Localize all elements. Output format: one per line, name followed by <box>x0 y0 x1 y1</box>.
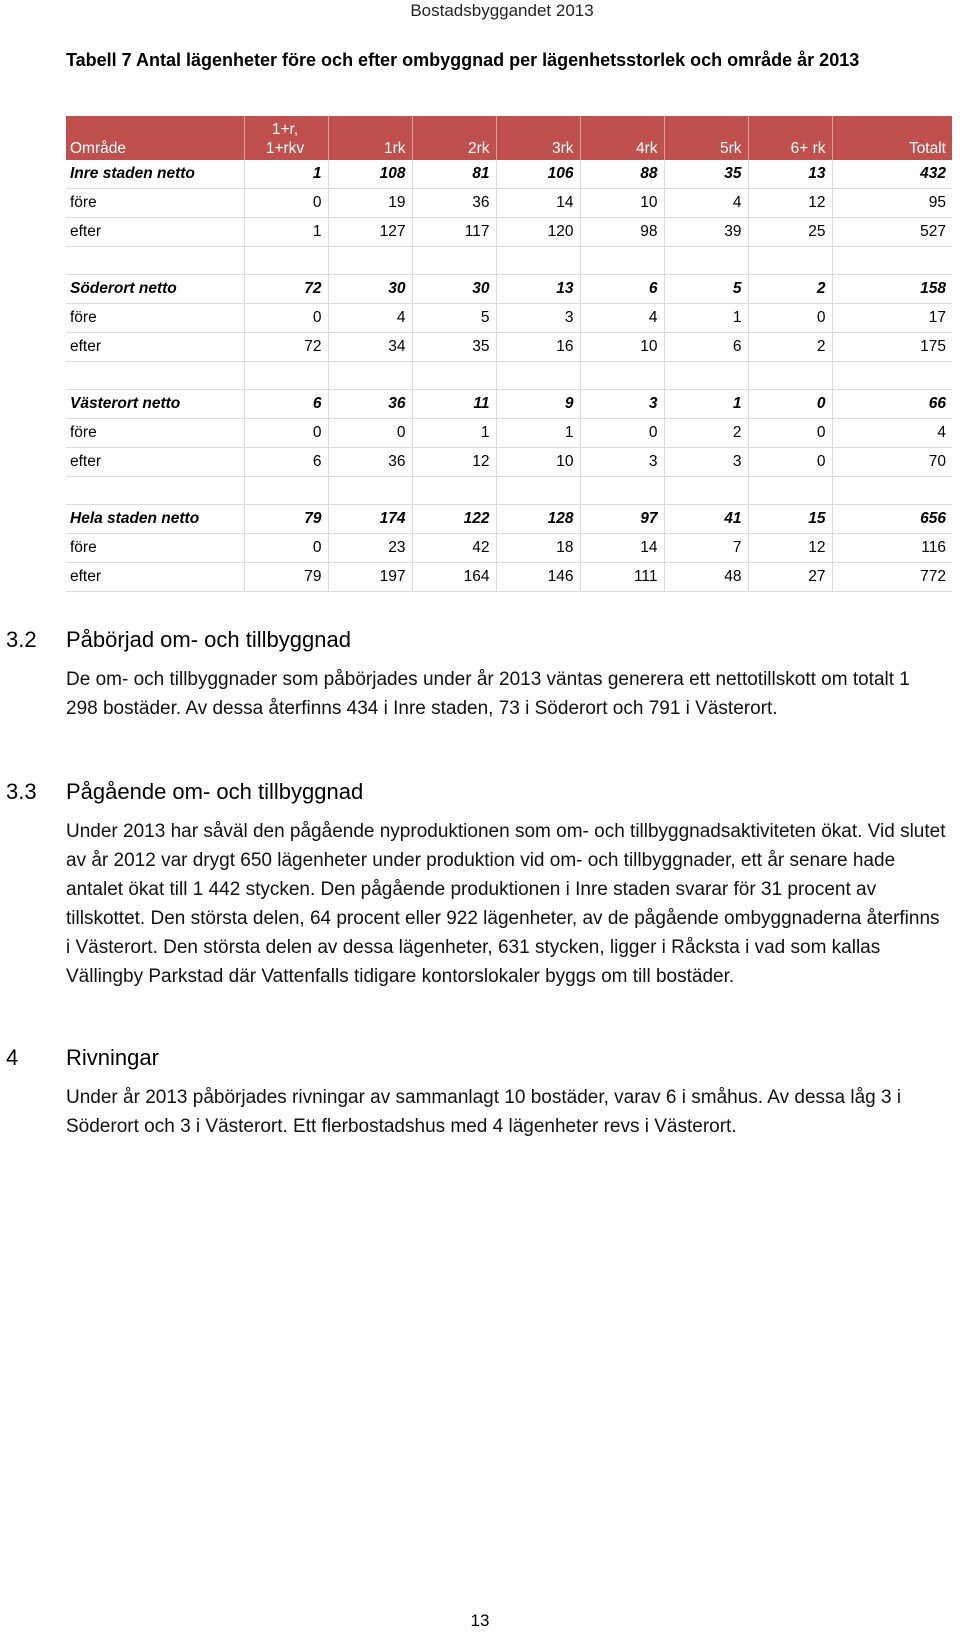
table-cell: 2 <box>748 275 832 304</box>
table-cell: 88 <box>580 160 664 189</box>
table-cell: 0 <box>244 304 328 333</box>
column-header: Totalt <box>832 116 952 160</box>
table-cell: 197 <box>328 563 412 592</box>
table-cell: 23 <box>328 534 412 563</box>
table-cell: 0 <box>244 189 328 218</box>
column-header: 4rk <box>580 116 664 160</box>
table-cell: 14 <box>580 534 664 563</box>
table-cell: 1 <box>244 160 328 189</box>
table-cell: 30 <box>328 275 412 304</box>
row-label: efter <box>66 563 244 592</box>
table-cell: 108 <box>328 160 412 189</box>
table-cell: 106 <box>496 160 580 189</box>
table-cell: 98 <box>580 218 664 247</box>
table-cell: 15 <box>748 505 832 534</box>
spacer-cell <box>832 362 952 390</box>
table-cell: 36 <box>412 189 496 218</box>
table-row <box>66 275 952 304</box>
spacer-row <box>66 477 952 505</box>
spacer-cell <box>748 362 832 390</box>
table-cell: 116 <box>832 534 952 563</box>
table-cell: 3 <box>580 448 664 477</box>
spacer-cell <box>412 247 496 275</box>
table-cell: 5 <box>412 304 496 333</box>
table-cell: 1 <box>412 419 496 448</box>
section-title: Pågående om- och tillbyggnad <box>66 779 364 804</box>
section-number: 3.2 <box>6 627 37 652</box>
table-row <box>66 419 952 448</box>
spacer-cell <box>664 247 748 275</box>
table-cell: 6 <box>664 333 748 362</box>
table-cell: 0 <box>244 534 328 563</box>
spacer-cell <box>328 247 412 275</box>
table-cell: 656 <box>832 505 952 534</box>
table-cell: 66 <box>832 390 952 419</box>
table-cell: 117 <box>412 218 496 247</box>
table-cell: 41 <box>664 505 748 534</box>
section-paragraph-3-2: De om- och tillbyggnader som påbörjades under år 2013 väntas generera ett nettotillskott om totalt 1 298 bostäder. Av dessa återfinns 434 i Inre staden, 73 i Söderort och 791 i Västerort. <box>66 669 910 719</box>
table-cell: 3 <box>580 390 664 419</box>
table-cell: 4 <box>832 419 952 448</box>
table-row <box>66 218 952 247</box>
row-label: Hela staden netto <box>66 505 244 534</box>
table-cell: 1 <box>664 390 748 419</box>
table-cell: 95 <box>832 189 952 218</box>
table-cell: 70 <box>832 448 952 477</box>
spacer-cell <box>496 362 580 390</box>
spacer-cell <box>66 247 244 275</box>
spacer-cell <box>496 247 580 275</box>
table-cell: 1 <box>496 419 580 448</box>
table-cell: 72 <box>244 333 328 362</box>
table-cell: 6 <box>244 390 328 419</box>
table-cell: 10 <box>580 333 664 362</box>
spacer-cell <box>66 362 244 390</box>
table-cell: 2 <box>664 419 748 448</box>
table-cell: 36 <box>328 448 412 477</box>
table-row <box>66 390 952 419</box>
table-cell: 2 <box>748 333 832 362</box>
row-label: Västerort netto <box>66 390 244 419</box>
table-row <box>66 160 952 189</box>
table-cell: 120 <box>496 218 580 247</box>
table-cell: 13 <box>748 160 832 189</box>
table-cell: 527 <box>832 218 952 247</box>
table-cell: 79 <box>244 563 328 592</box>
column-header: 2rk <box>412 116 496 160</box>
row-label: före <box>66 534 244 563</box>
table-cell: 17 <box>832 304 952 333</box>
spacer-cell <box>748 477 832 505</box>
table-cell: 7 <box>664 534 748 563</box>
spacer-cell <box>580 477 664 505</box>
column-header: 3rk <box>496 116 580 160</box>
page-number: 13 <box>470 1611 490 1630</box>
table-cell: 5 <box>664 275 748 304</box>
table-cell: 81 <box>412 160 496 189</box>
table-cell: 35 <box>664 160 748 189</box>
section-title: Rivningar <box>66 1045 159 1070</box>
spacer-cell <box>66 477 244 505</box>
table-cell: 174 <box>328 505 412 534</box>
table-cell: 127 <box>328 218 412 247</box>
table-row <box>66 563 952 592</box>
table-cell: 0 <box>580 419 664 448</box>
data-table <box>66 116 952 592</box>
table-cell: 42 <box>412 534 496 563</box>
table-cell: 9 <box>496 390 580 419</box>
row-label: Söderort netto <box>66 275 244 304</box>
table-row <box>66 189 952 218</box>
spacer-cell <box>748 247 832 275</box>
table-cell: 72 <box>244 275 328 304</box>
table-row <box>66 304 952 333</box>
row-label: efter <box>66 448 244 477</box>
table-cell: 16 <box>496 333 580 362</box>
table-cell: 4 <box>664 189 748 218</box>
table-cell: 48 <box>664 563 748 592</box>
table-cell: 122 <box>412 505 496 534</box>
table-row <box>66 448 952 477</box>
table-cell: 18 <box>496 534 580 563</box>
table-title: Tabell 7 Antal lägenheter före och efter ombyggnad per lägenhetsstorlek och område år 2013 <box>66 50 860 70</box>
table-cell: 12 <box>412 448 496 477</box>
column-header: 1+r, 1+rkv <box>244 116 328 160</box>
spacer-row <box>66 362 952 390</box>
table-cell: 772 <box>832 563 952 592</box>
table-cell: 14 <box>496 189 580 218</box>
table-cell: 6 <box>244 448 328 477</box>
table-cell: 39 <box>664 218 748 247</box>
table-cell: 0 <box>328 419 412 448</box>
table-cell: 432 <box>832 160 952 189</box>
row-label: efter <box>66 333 244 362</box>
table-cell: 0 <box>748 390 832 419</box>
table-cell: 12 <box>748 189 832 218</box>
spacer-cell <box>580 247 664 275</box>
row-label: före <box>66 189 244 218</box>
table-cell: 36 <box>328 390 412 419</box>
table-row <box>66 333 952 362</box>
table-cell: 35 <box>412 333 496 362</box>
section-paragraph-3-3: Under 2013 har såväl den pågående nyproduktionen som om- och tillbyggnadsaktiviteten ökat. Vid slutet av år 2012 var drygt 650 lägenheter under produktion vid om- och tillbyggnader, ett år senare hade antalet ökat till 1 442 stycken. Den pågående produktionen i Inre staden svarar för 31 procent av tillskottet. Den största delen, 64 procent eller 922 lägenheter, av de pågående ombyggnaderna återfinns i Västerort. Den största delen av dessa lägenheter, 631 stycken, ligger i Råcksta i vad som kallas Vällingby Parkstad där Vattenfalls tidigare kontorslokaler byggs om till bostäder. <box>66 821 946 987</box>
spacer-cell <box>244 247 328 275</box>
section-paragraph-4: Under år 2013 påbörjades rivningar av sammanlagt 10 bostäder, varav 6 i småhus. Av dessa låg 3 i Söderort och 3 i Västerort. Ett flerbostadshus med 4 lägenheter revs i Västerort. <box>66 1087 902 1137</box>
running-header: Bostadsbyggandet 2013 <box>410 1 594 20</box>
table-cell: 0 <box>748 448 832 477</box>
table-cell: 79 <box>244 505 328 534</box>
table-cell: 97 <box>580 505 664 534</box>
spacer-cell <box>580 362 664 390</box>
spacer-cell <box>244 477 328 505</box>
table-cell: 0 <box>244 419 328 448</box>
column-header: 6+ rk <box>748 116 832 160</box>
table-row <box>66 534 952 563</box>
table-cell: 0 <box>748 419 832 448</box>
spacer-cell <box>328 477 412 505</box>
section-number: 4 <box>6 1045 19 1070</box>
table-cell: 25 <box>748 218 832 247</box>
table-cell: 6 <box>580 275 664 304</box>
table-row <box>66 505 952 534</box>
table-cell: 13 <box>496 275 580 304</box>
table-cell: 0 <box>748 304 832 333</box>
table-cell: 30 <box>412 275 496 304</box>
spacer-cell <box>412 362 496 390</box>
table-cell: 128 <box>496 505 580 534</box>
row-label: före <box>66 419 244 448</box>
section-title: Påbörjad om- och tillbyggnad <box>66 627 351 652</box>
table-cell: 10 <box>496 448 580 477</box>
table-cell: 158 <box>832 275 952 304</box>
table-cell: 10 <box>580 189 664 218</box>
spacer-cell <box>328 362 412 390</box>
table-cell: 3 <box>496 304 580 333</box>
table-body <box>66 160 952 592</box>
spacer-cell <box>664 362 748 390</box>
table-cell: 175 <box>832 333 952 362</box>
spacer-cell <box>832 477 952 505</box>
column-header: 5rk <box>664 116 748 160</box>
table-cell: 1 <box>664 304 748 333</box>
table-cell: 164 <box>412 563 496 592</box>
table-cell: 4 <box>328 304 412 333</box>
spacer-cell <box>412 477 496 505</box>
spacer-row <box>66 247 952 275</box>
spacer-cell <box>664 477 748 505</box>
row-label: efter <box>66 218 244 247</box>
table-cell: 19 <box>328 189 412 218</box>
table-cell: 4 <box>580 304 664 333</box>
table-cell: 27 <box>748 563 832 592</box>
spacer-cell <box>496 477 580 505</box>
table-cell: 3 <box>664 448 748 477</box>
spacer-cell <box>244 362 328 390</box>
row-label: före <box>66 304 244 333</box>
column-header: Område <box>66 116 244 160</box>
table-cell: 1 <box>244 218 328 247</box>
table-cell: 11 <box>412 390 496 419</box>
column-header: 1rk <box>328 116 412 160</box>
table-cell: 146 <box>496 563 580 592</box>
table-cell: 34 <box>328 333 412 362</box>
table-header-row <box>66 116 952 160</box>
row-label: Inre staden netto <box>66 160 244 189</box>
table-cell: 111 <box>580 563 664 592</box>
section-number: 3.3 <box>6 779 37 804</box>
spacer-cell <box>832 247 952 275</box>
table-cell: 12 <box>748 534 832 563</box>
